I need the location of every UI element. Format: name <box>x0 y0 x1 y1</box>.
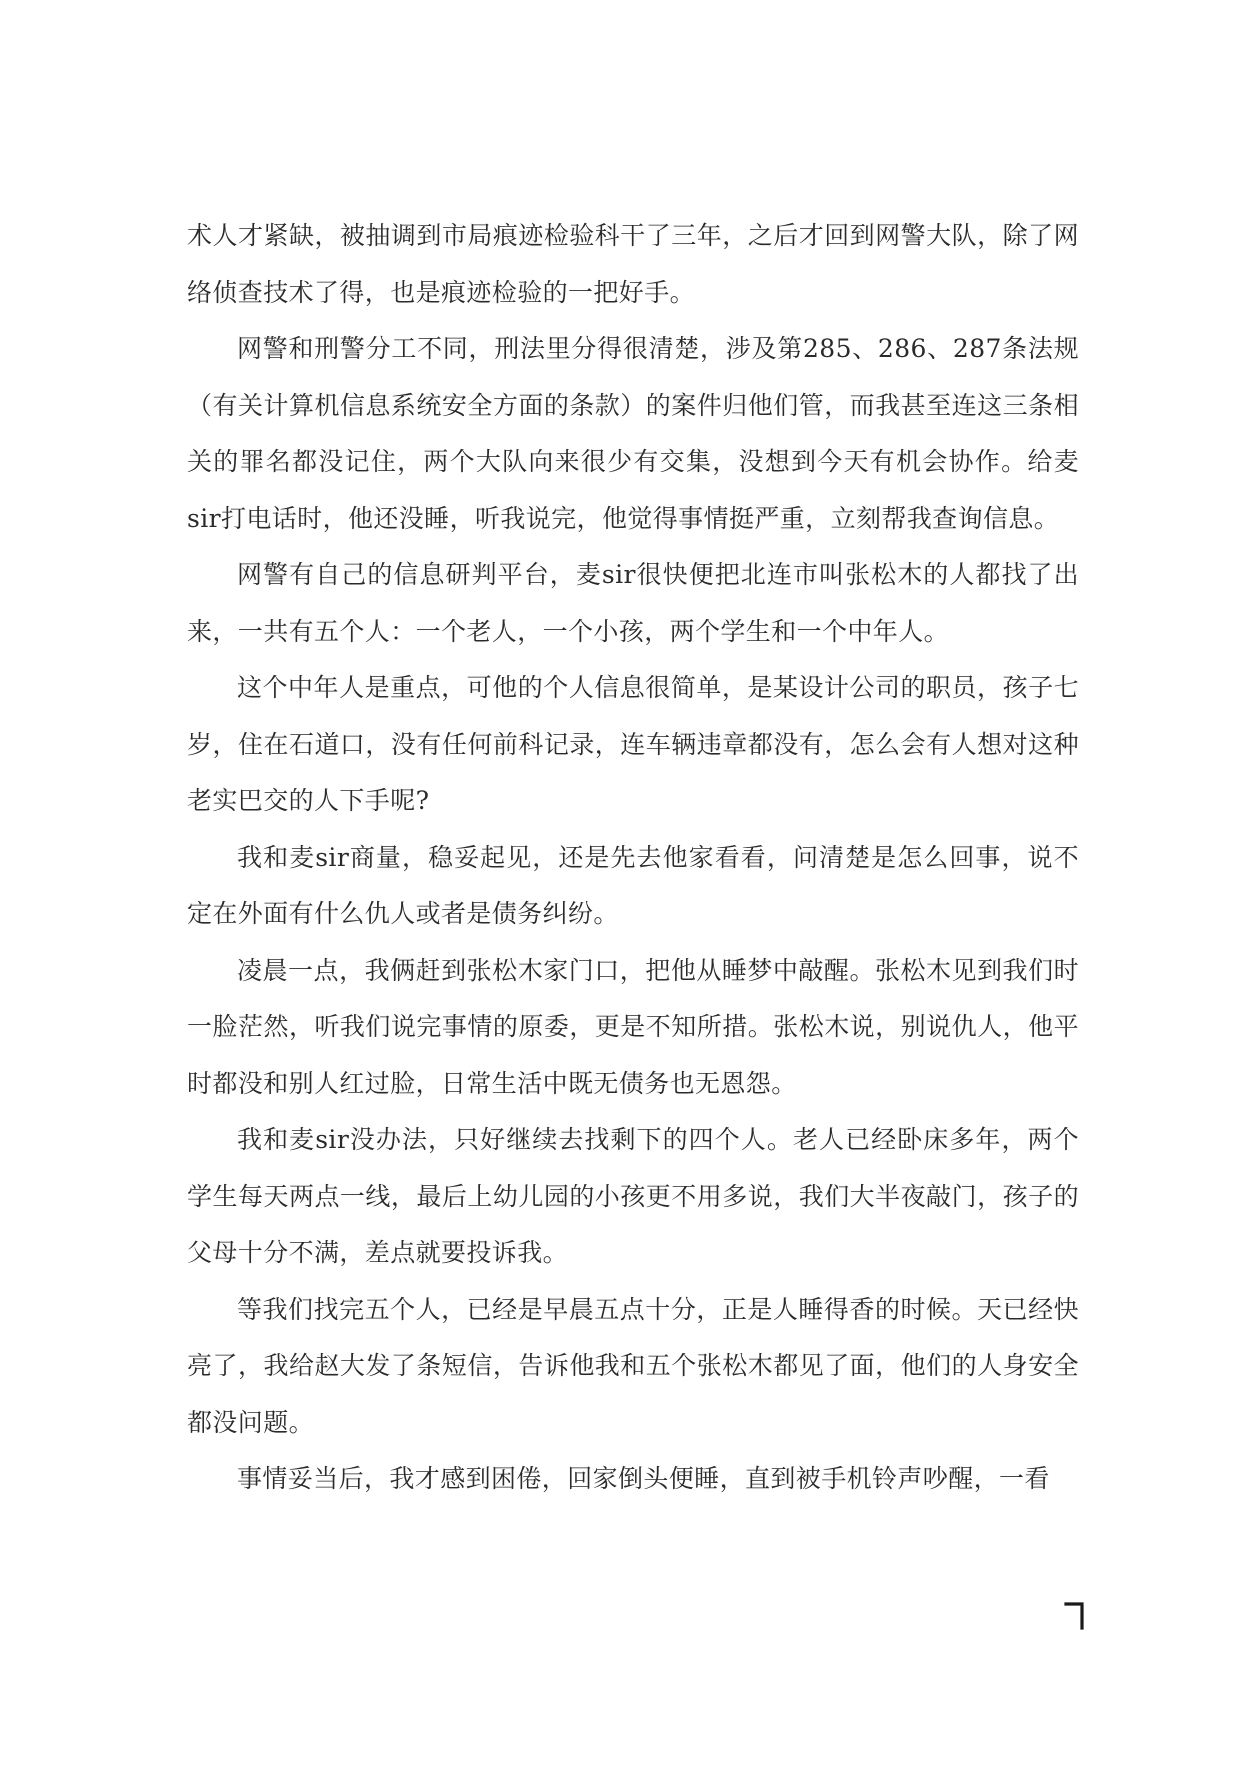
paragraph-9: 事情妥当后，我才感到困倦，回家倒头便睡，直到被手机铃声吵醒，一看 <box>237 1464 1050 1493</box>
body-text <box>187 208 1079 1508</box>
paragraph-7: 我和麦sir没办法，只好继续去找剩下的四个人。老人已经卧床多年，两个学生每天两点一线，最后上幼儿园的小孩更不用多说，我们大半夜敲门，孩子的父母十分不满，差点就要投诉我。 <box>187 1125 1079 1267</box>
paragraph-5: 我和麦sir商量，稳妥起见，还是先去他家看看，问清楚是怎么回事，说不定在外面有什么仇人或者是债务纠纷。 <box>187 842 1079 928</box>
paragraph-1: 术人才紧缺，被抽调到市局痕迹检验科干了三年，之后才回到网警大队，除了网络侦查技术了得，也是痕迹检验的一把好手。 <box>187 221 1079 307</box>
paragraph-3: 网警有自己的信息研判平台，麦sir很快便把北连市叫张松木的人都找了出来，一共有五个人：一个老人，一个小孩，两个学生和一个中年人。 <box>187 560 1079 646</box>
paragraph-6: 凌晨一点，我俩赶到张松木家门口，把他从睡梦中敲醒。张松木见到我们时一脸茫然，听我们说完事情的原委，更是不知所措。张松木说，别说仇人，他平时都没和别人红过脸，日常生活中既无债务也无恩怨。 <box>187 955 1079 1098</box>
paragraph-2: 网警和刑警分工不同，刑法里分得很清楚，涉及第285、286、287条法规（有关计算机信息系统安全方面的条款）的案件归他们管，而我甚至连这三条相关的罪名都没记住，两个大队向来很少有交集，没想到今天有机会协作。给麦sir打电话时，他还没睡，听我说完，他觉得事情挺严重，立刻帮我查询信息。 <box>187 334 1079 533</box>
paragraph-8: 等我们找完五个人，已经是早晨五点十分，正是人睡得香的时候。天已经快亮了，我给赵大发了条短信，告诉他我和五个张松木都见了面，他们的人身安全都没问题。 <box>187 1294 1079 1437</box>
page-number-7 <box>1062 1600 1086 1630</box>
paragraph-4: 这个中年人是重点，可他的个人信息很简单，是某设计公司的职员，孩子七岁，住在石道口，没有任何前科记录，连车辆违章都没有，怎么会有人想对这种老实巴交的人下手呢? <box>187 673 1079 815</box>
